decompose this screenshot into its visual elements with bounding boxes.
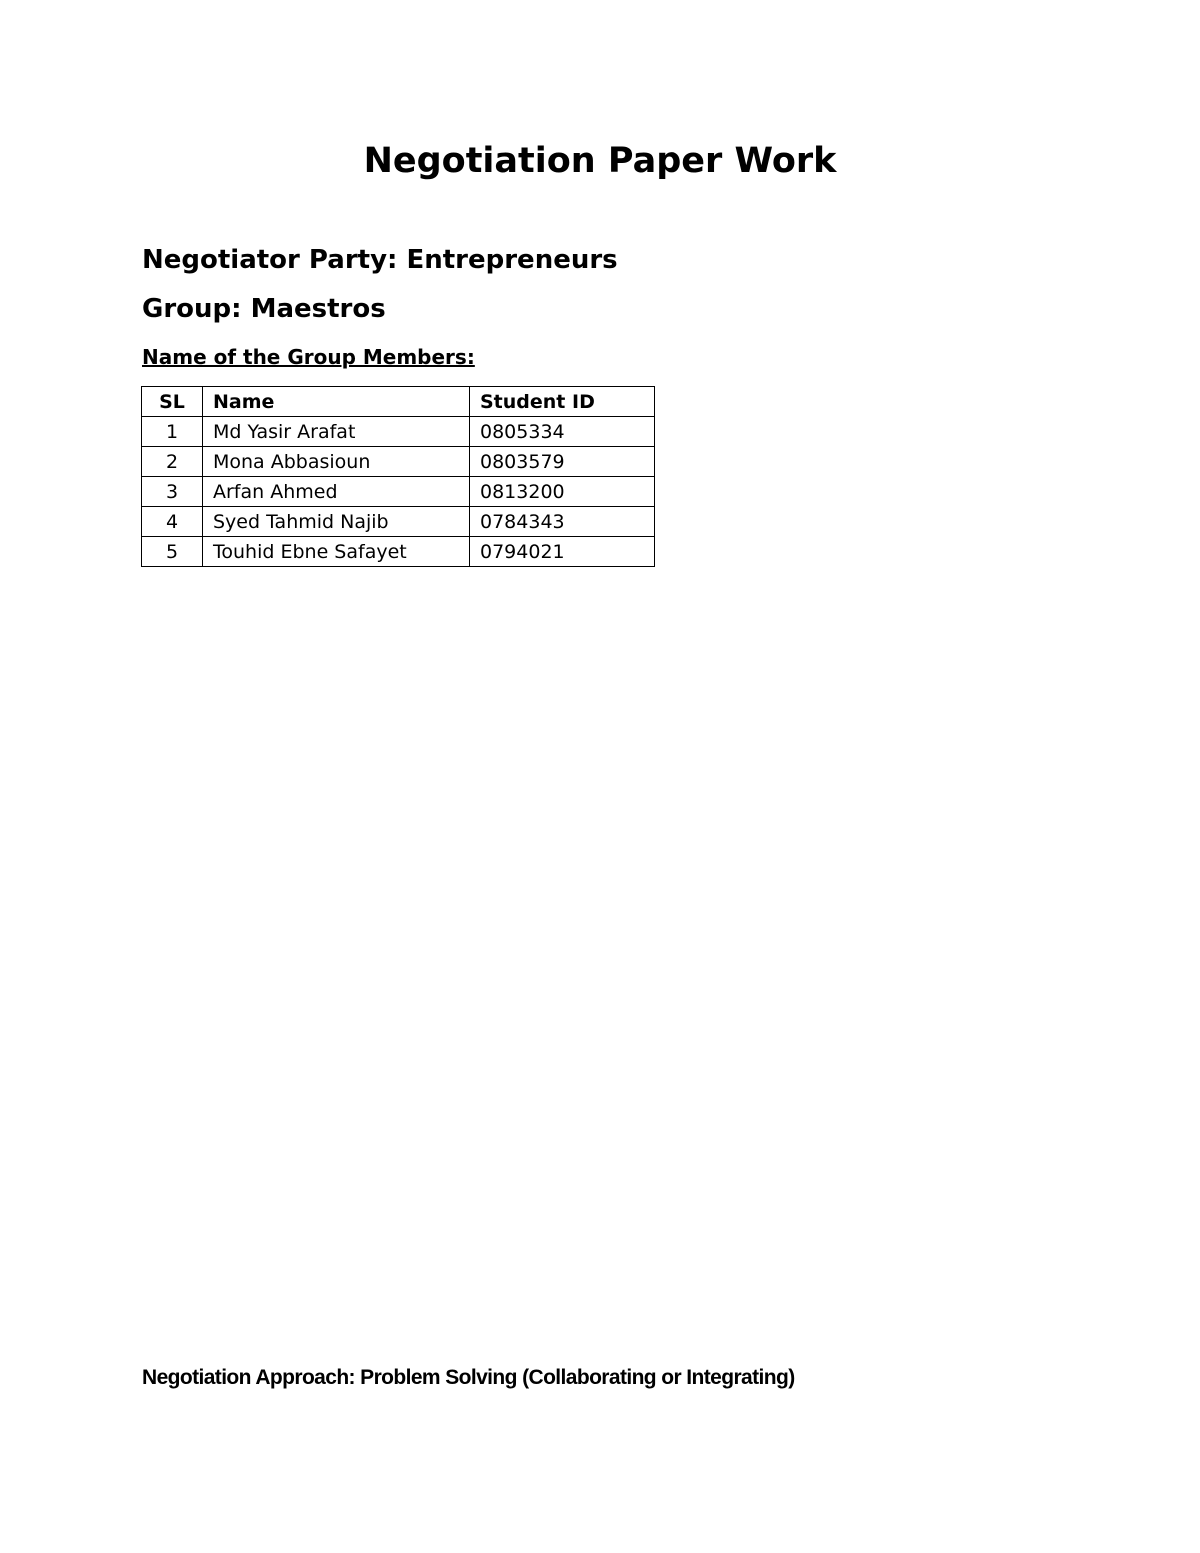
table-row xyxy=(142,507,655,537)
column-header-student-id: Student ID xyxy=(470,387,655,417)
table-row xyxy=(142,417,655,447)
table-header-row xyxy=(142,387,655,417)
column-header-name: Name xyxy=(203,387,470,417)
members-table xyxy=(141,386,655,567)
cell-student-id: 0794021 xyxy=(470,537,655,567)
table-row xyxy=(142,537,655,567)
group-heading: Group: Maestros xyxy=(142,294,386,324)
cell-name: Syed Tahmid Najib xyxy=(203,507,470,537)
cell-sl: 5 xyxy=(142,537,203,567)
cell-student-id: 0813200 xyxy=(470,477,655,507)
cell-name: Arfan Ahmed xyxy=(203,477,470,507)
cell-name: Md Yasir Arafat xyxy=(203,417,470,447)
document-title: Negotiation Paper Work xyxy=(363,141,837,181)
cell-sl: 3 xyxy=(142,477,203,507)
negotiator-party-heading: Negotiator Party: Entrepreneurs xyxy=(142,245,618,275)
table-row xyxy=(142,447,655,477)
cell-name: Mona Abbasioun xyxy=(203,447,470,477)
cell-sl: 2 xyxy=(142,447,203,477)
cell-student-id: 0784343 xyxy=(470,507,655,537)
cell-sl: 1 xyxy=(142,417,203,447)
column-header-sl: SL xyxy=(142,387,203,417)
cell-name: Touhid Ebne Safayet xyxy=(203,537,470,567)
cell-student-id: 0803579 xyxy=(470,447,655,477)
cell-student-id: 0805334 xyxy=(470,417,655,447)
group-members-heading: Name of the Group Members: xyxy=(142,345,475,369)
negotiation-approach-line: Negotiation Approach: Problem Solving (Collaborating or Integrating) xyxy=(142,1366,795,1389)
table-row xyxy=(142,477,655,507)
cell-sl: 4 xyxy=(142,507,203,537)
